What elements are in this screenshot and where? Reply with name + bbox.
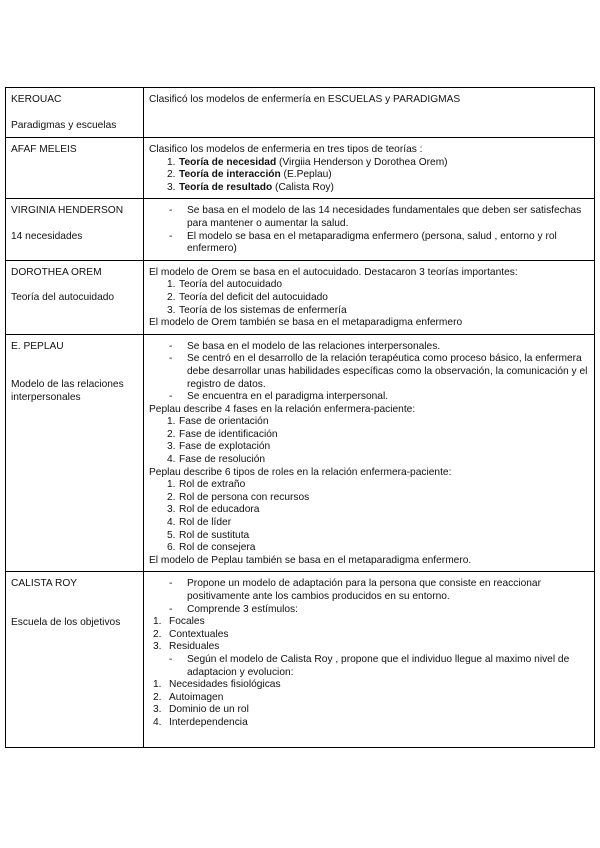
row-label-cell bbox=[6, 572, 144, 748]
models-table bbox=[5, 87, 595, 748]
author-description: Escuela de los objetivos bbox=[11, 617, 121, 628]
list-item: 3. Teoría de los sistemas de enfermería bbox=[167, 304, 347, 316]
list-item: 4. Interdependencia bbox=[153, 716, 248, 728]
table-row-peplau bbox=[6, 334, 595, 572]
table-row-dorothea-orem bbox=[6, 260, 595, 334]
row-content-cell bbox=[144, 572, 595, 748]
bullet-item: - Según el modelo de Calista Roy , propone que el individuo llegue al maximo nivel de adaptacion y evolucion: bbox=[169, 653, 570, 678]
row-content-cell bbox=[144, 334, 595, 572]
bullet-item: - Se encuentra en el paradigma interpersonal. bbox=[169, 391, 389, 403]
list-item: 3. Rol de educadora bbox=[167, 504, 260, 516]
content-intro: Clasifico los modelos de enfermeria en tres tipos de teorías : bbox=[149, 144, 423, 155]
bullet-item: - Se basa en el modelo de las 14 necesidades fundamentales que deben ser satisfechas para mantener o aumentar la salud. bbox=[169, 205, 582, 229]
bullet-item: - El modelo se basa en el metaparadigma enfermero (persona, salud , entorno y rol enfermero) bbox=[169, 230, 557, 255]
phases-intro: Peplau describe 4 fases en la relación enfermera-paciente: bbox=[149, 403, 416, 415]
list-item: 2. Teoría de interacción (E.Peplau) bbox=[167, 169, 332, 181]
list-item: 5. Rol de sustituta bbox=[167, 529, 250, 541]
content-outro: El modelo de Orem también se basa en el metaparadigma enfermero bbox=[149, 317, 463, 329]
row-label-cell bbox=[6, 199, 144, 260]
author-description: Teoría del autocuidado bbox=[11, 292, 115, 304]
row-content-cell bbox=[144, 88, 595, 138]
content-outro: El modelo de Peplau también se basa en el metaparadigma enfermero. bbox=[149, 554, 472, 566]
list-item: 2. Contextuales bbox=[153, 628, 229, 640]
author-description: 14 necesidades bbox=[11, 230, 83, 242]
list-item: 1. Teoría de necesidad (Virgiia Henderson y Dorothea Orem) bbox=[167, 156, 448, 168]
content-text: Clasificó los modelos de enfermería en ESCUELAS y PARADIGMAS bbox=[149, 94, 461, 105]
list-item: 3. Teoría de resultado (Calista Roy) bbox=[167, 181, 334, 193]
list-item: 2. Rol de persona con recursos bbox=[167, 491, 310, 503]
row-content-cell bbox=[144, 260, 595, 334]
author-name: E. PEPLAU bbox=[11, 340, 64, 352]
list-item: 1. Teoría del autocuidado bbox=[167, 279, 283, 291]
table-row-kerouac bbox=[6, 88, 595, 138]
list-item: 4. Rol de líder bbox=[167, 517, 232, 529]
list-item: 2. Fase de identificación bbox=[167, 428, 278, 440]
list-item: 3. Fase de explotación bbox=[167, 441, 271, 453]
row-content-cell bbox=[144, 199, 595, 260]
author-description: Modelo de las relaciones interpersonales bbox=[11, 379, 124, 403]
list-item: 1. Rol de extraño bbox=[167, 479, 246, 491]
content-intro: El modelo de Orem se basa en el autocuidado. Destacaron 3 teorías importantes: bbox=[149, 266, 518, 278]
row-label-cell bbox=[6, 88, 144, 138]
bullet-item: - Se centró en el desarrollo de la relación terapéutica como proceso básico, la enfermera debe desarrollar unas habilidades específicas como la observación, la comunicación y el registro de datos. bbox=[169, 353, 588, 390]
list-item: 6. Rol de consejera bbox=[167, 542, 256, 554]
bullet-item: - Se basa en el modelo de las relaciones interpersonales. bbox=[169, 340, 441, 352]
author-name: DOROTHEA OREM bbox=[11, 266, 102, 278]
table-row-virginia-henderson bbox=[6, 199, 595, 260]
list-item: 1. Necesidades fisiológicas bbox=[153, 679, 281, 691]
list-item: 3. Residuales bbox=[153, 641, 220, 653]
author-name: AFAF MELEIS bbox=[11, 144, 77, 155]
row-label-cell bbox=[6, 138, 144, 199]
author-name: KEROUAC bbox=[11, 94, 62, 105]
list-item: 1. Fase de orientación bbox=[167, 416, 269, 428]
author-description: Paradigmas y escuelas bbox=[11, 119, 117, 131]
table-row-calista-roy bbox=[6, 572, 595, 748]
list-item: 4. Fase de resolución bbox=[167, 454, 266, 466]
author-name: CALISTA ROY bbox=[11, 578, 78, 590]
list-item: 3. Dominio de un rol bbox=[153, 704, 249, 716]
row-content-cell bbox=[144, 138, 595, 199]
list-item: 2. Autoimagen bbox=[153, 691, 224, 703]
author-name: VIRGINIA HENDERSON bbox=[11, 205, 124, 217]
row-label-cell bbox=[6, 260, 144, 334]
bullet-item: - Comprende 3 estímulos: bbox=[169, 603, 298, 615]
roles-intro: Peplau describe 6 tipos de roles en la relación enfermera-paciente: bbox=[149, 466, 452, 478]
list-item: 1. Focales bbox=[153, 616, 205, 628]
row-label-cell bbox=[6, 334, 144, 572]
bullet-item: - Propone un modelo de adaptación para la persona que consiste en reaccionar positivamente ante los cambios producidos en su entorno. bbox=[169, 578, 541, 602]
list-item: 2. Teoría del deficit del autocuidado bbox=[167, 291, 328, 303]
table-row-afaf-meleis bbox=[6, 138, 595, 199]
